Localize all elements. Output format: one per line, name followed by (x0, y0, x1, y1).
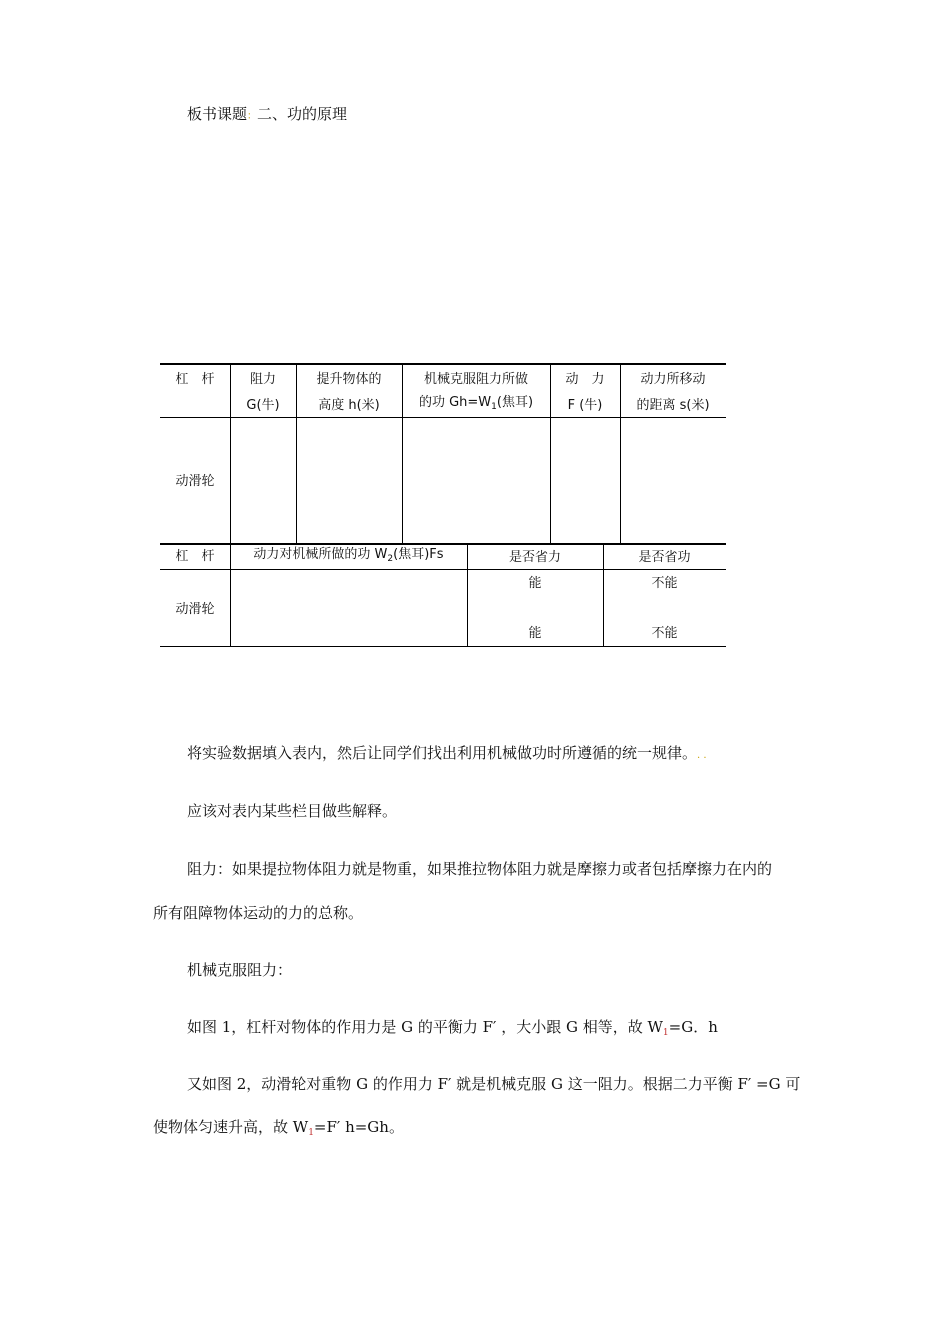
experiment-table (160, 363, 726, 648)
heading-separator: ： (247, 111, 258, 122)
paragraph-4: 机械克服阻力： (187, 961, 293, 979)
table-rule-bottom (160, 646, 726, 647)
heading (187, 104, 347, 127)
header-resistance-1: 阻力 (249, 372, 276, 387)
header-lever: 杠 杆 (175, 372, 215, 387)
row-label-pulley: 动滑轮 (175, 474, 215, 489)
paragraph-1-dots: . . (697, 750, 707, 761)
header2-save-force: 是否省力 (508, 550, 561, 565)
row-label-pulley-2: 动滑轮 (175, 602, 215, 617)
heading-title: 二、功的原理 (257, 105, 348, 123)
header-distance-1: 动力所移动 (640, 372, 706, 387)
header-work1-1: 机械克服阻力所做 (423, 372, 528, 387)
paragraph-6-line-2: 使物体匀速升高，故 $W_1=F'$ h=Gh。 (153, 1118, 404, 1138)
cell-save-force-lever: 能 (528, 576, 542, 591)
header-resistance-2: G(牛) (246, 398, 280, 413)
header-lift-height-2: 高度 h(米) (318, 398, 380, 413)
cell-save-work-lever: 不能 (651, 576, 678, 591)
paragraph-5: 如图 1，杠杆对物体的作用力是 G 的平衡力 F′ ，大小跟 G 相等，故 $W_1=G$．h (187, 1018, 718, 1038)
header2-lever: 杠 杆 (175, 549, 215, 564)
paragraph-3-line-1: 阻力：如果提拉物体阻力就是物重，如果推拉物体阻力就是摩擦力或者包括摩擦力在内的 (187, 860, 773, 878)
header-distance-2: 的距离 s(米) (636, 398, 710, 413)
header-lift-height-1: 提升物体的 (316, 372, 382, 387)
table-rule-top (160, 363, 726, 365)
header-force-1: 动 力 (565, 372, 605, 387)
cell-save-work-pulley: 不能 (651, 626, 678, 641)
paragraph-1: 将实验数据填入表内，然后让同学们找出利用机械做功时所遵循的统一规律。. . (187, 744, 707, 762)
paragraph-3-line-2: 所有阻障物体运动的力的总称。 (153, 904, 364, 922)
paragraph-6-line-1: 又如图 2，动滑轮对重物 G 的作用力 F′ 就是机械克服 G 这一阻力。根据二力平衡 F′ =G 可 (187, 1075, 801, 1093)
heading-label: 板书课题 (187, 105, 248, 123)
header-force-2: F (牛) (567, 398, 603, 413)
header2-save-work: 是否省功 (638, 550, 691, 565)
cell-save-force-pulley: 能 (528, 626, 542, 641)
paragraph-2: 应该对表内某些栏目做些解释。 (187, 802, 398, 820)
header-work1-2: 的功 $Gh=W_1$(焦耳) (418, 395, 534, 412)
header2-work2: 动力对机械所做的功 $W_2$(焦耳)Fs (253, 547, 444, 564)
